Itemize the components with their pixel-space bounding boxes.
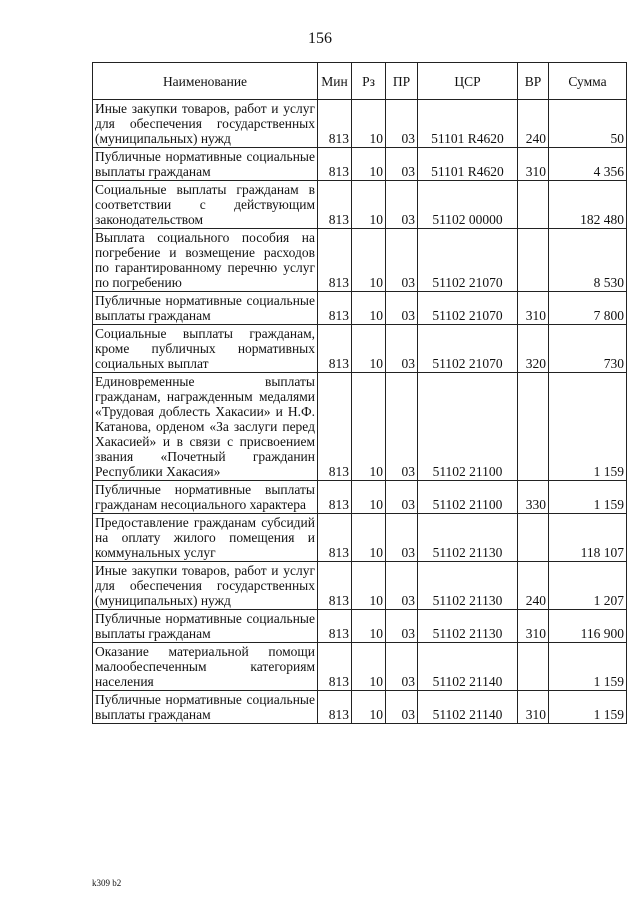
- cell-csr: 51102 21070: [418, 229, 518, 292]
- cell-csr: 51102 21070: [418, 325, 518, 373]
- cell-name: Единовременные выплаты гражданам, награжденным медалями «Трудовая доблесть Хакасии» и Н.Ф. Катанова, орденом «За заслуги перед Хакасией» и в связи с присвоением звания «Почетный гражданин Республики Хакасия»: [93, 373, 318, 481]
- cell-name: Социальные выплаты гражданам в соответствии с действующим законодательством: [93, 181, 318, 229]
- table-row: [93, 181, 627, 229]
- cell-csr: 51102 21100: [418, 373, 518, 481]
- header-name: Наименование: [93, 63, 318, 100]
- cell-vr: [518, 643, 549, 691]
- cell-rz: 10: [352, 514, 386, 562]
- cell-name: Публичные нормативные социальные выплаты гражданам: [93, 610, 318, 643]
- cell-csr: 51102 21130: [418, 562, 518, 610]
- cell-vr: [518, 514, 549, 562]
- cell-pr: 03: [386, 100, 418, 148]
- cell-name: Публичные нормативные выплаты гражданам несоциального характера: [93, 481, 318, 514]
- cell-vr: 310: [518, 610, 549, 643]
- cell-rz: 10: [352, 292, 386, 325]
- cell-min: 813: [318, 481, 352, 514]
- cell-pr: 03: [386, 181, 418, 229]
- cell-vr: 310: [518, 292, 549, 325]
- cell-sum: 116 900: [549, 610, 627, 643]
- cell-sum: 8 530: [549, 229, 627, 292]
- cell-pr: 03: [386, 229, 418, 292]
- cell-rz: 10: [352, 148, 386, 181]
- cell-min: 813: [318, 562, 352, 610]
- header-rz: Рз: [352, 63, 386, 100]
- cell-csr: 51102 21130: [418, 514, 518, 562]
- cell-name: Иные закупки товаров, работ и услуг для обеспечения государственных (муниципальных) нужд: [93, 100, 318, 148]
- table-row: [93, 325, 627, 373]
- table-row: [93, 691, 627, 724]
- cell-rz: 10: [352, 643, 386, 691]
- table-header-row: [93, 63, 627, 100]
- cell-sum: 182 480: [549, 181, 627, 229]
- cell-sum: 4 356: [549, 148, 627, 181]
- cell-csr: 51102 21070: [418, 292, 518, 325]
- cell-min: 813: [318, 373, 352, 481]
- cell-sum: 1 159: [549, 691, 627, 724]
- cell-name: Публичные нормативные социальные выплаты гражданам: [93, 148, 318, 181]
- table-row: [93, 148, 627, 181]
- cell-pr: 03: [386, 562, 418, 610]
- footer-code: k309 b2: [92, 878, 122, 888]
- table-row: [93, 643, 627, 691]
- cell-pr: 03: [386, 148, 418, 181]
- cell-csr: 51102 21140: [418, 691, 518, 724]
- cell-name: Выплата социального пособия на погребение и возмещение расходов по гарантированному перечню услуг по погребению: [93, 229, 318, 292]
- cell-sum: 1 207: [549, 562, 627, 610]
- table-row: [93, 229, 627, 292]
- cell-name: Предоставление гражданам субсидий на оплату жилого помещения и коммунальных услуг: [93, 514, 318, 562]
- cell-pr: 03: [386, 373, 418, 481]
- cell-csr: 51102 21100: [418, 481, 518, 514]
- cell-rz: 10: [352, 229, 386, 292]
- header-csr: ЦСР: [418, 63, 518, 100]
- cell-min: 813: [318, 181, 352, 229]
- cell-csr: 51101 R4620: [418, 148, 518, 181]
- table-row: [93, 562, 627, 610]
- table-row: [93, 481, 627, 514]
- cell-rz: 10: [352, 562, 386, 610]
- cell-min: 813: [318, 691, 352, 724]
- cell-vr: [518, 181, 549, 229]
- table-row: [93, 292, 627, 325]
- cell-min: 813: [318, 514, 352, 562]
- table-row: [93, 373, 627, 481]
- cell-name: Социальные выплаты гражданам, кроме публичных нормативных социальных выплат: [93, 325, 318, 373]
- cell-name: Иные закупки товаров, работ и услуг для обеспечения государственных (муниципальных) нужд: [93, 562, 318, 610]
- header-pr: ПР: [386, 63, 418, 100]
- cell-min: 813: [318, 229, 352, 292]
- cell-min: 813: [318, 610, 352, 643]
- cell-rz: 10: [352, 481, 386, 514]
- cell-pr: 03: [386, 643, 418, 691]
- cell-pr: 03: [386, 610, 418, 643]
- cell-rz: 10: [352, 181, 386, 229]
- cell-name: Оказание материальной помощи малообеспеченным категориям населения: [93, 643, 318, 691]
- cell-vr: 320: [518, 325, 549, 373]
- table-row: [93, 100, 627, 148]
- cell-sum: 1 159: [549, 481, 627, 514]
- cell-sum: 730: [549, 325, 627, 373]
- cell-rz: 10: [352, 610, 386, 643]
- header-min: Мин: [318, 63, 352, 100]
- cell-rz: 10: [352, 373, 386, 481]
- cell-vr: [518, 373, 549, 481]
- cell-csr: 51102 21130: [418, 610, 518, 643]
- cell-vr: 240: [518, 100, 549, 148]
- table-row: [93, 610, 627, 643]
- cell-min: 813: [318, 643, 352, 691]
- cell-sum: 1 159: [549, 373, 627, 481]
- cell-pr: 03: [386, 514, 418, 562]
- header-vr: ВР: [518, 63, 549, 100]
- cell-min: 813: [318, 292, 352, 325]
- cell-vr: 310: [518, 148, 549, 181]
- budget-table: [92, 62, 627, 724]
- cell-vr: [518, 229, 549, 292]
- cell-min: 813: [318, 148, 352, 181]
- header-sum: Сумма: [549, 63, 627, 100]
- cell-pr: 03: [386, 325, 418, 373]
- cell-vr: 330: [518, 481, 549, 514]
- cell-sum: 118 107: [549, 514, 627, 562]
- cell-sum: 50: [549, 100, 627, 148]
- cell-sum: 1 159: [549, 643, 627, 691]
- cell-csr: 51102 21140: [418, 643, 518, 691]
- cell-sum: 7 800: [549, 292, 627, 325]
- cell-rz: 10: [352, 100, 386, 148]
- page-number: 156: [308, 30, 332, 47]
- table-row: [93, 514, 627, 562]
- cell-csr: 51102 00000: [418, 181, 518, 229]
- cell-csr: 51101 R4620: [418, 100, 518, 148]
- cell-min: 813: [318, 100, 352, 148]
- cell-pr: 03: [386, 292, 418, 325]
- cell-pr: 03: [386, 691, 418, 724]
- cell-pr: 03: [386, 481, 418, 514]
- cell-min: 813: [318, 325, 352, 373]
- cell-vr: 240: [518, 562, 549, 610]
- cell-rz: 10: [352, 691, 386, 724]
- cell-vr: 310: [518, 691, 549, 724]
- cell-name: Публичные нормативные социальные выплаты гражданам: [93, 691, 318, 724]
- cell-name: Публичные нормативные социальные выплаты гражданам: [93, 292, 318, 325]
- cell-rz: 10: [352, 325, 386, 373]
